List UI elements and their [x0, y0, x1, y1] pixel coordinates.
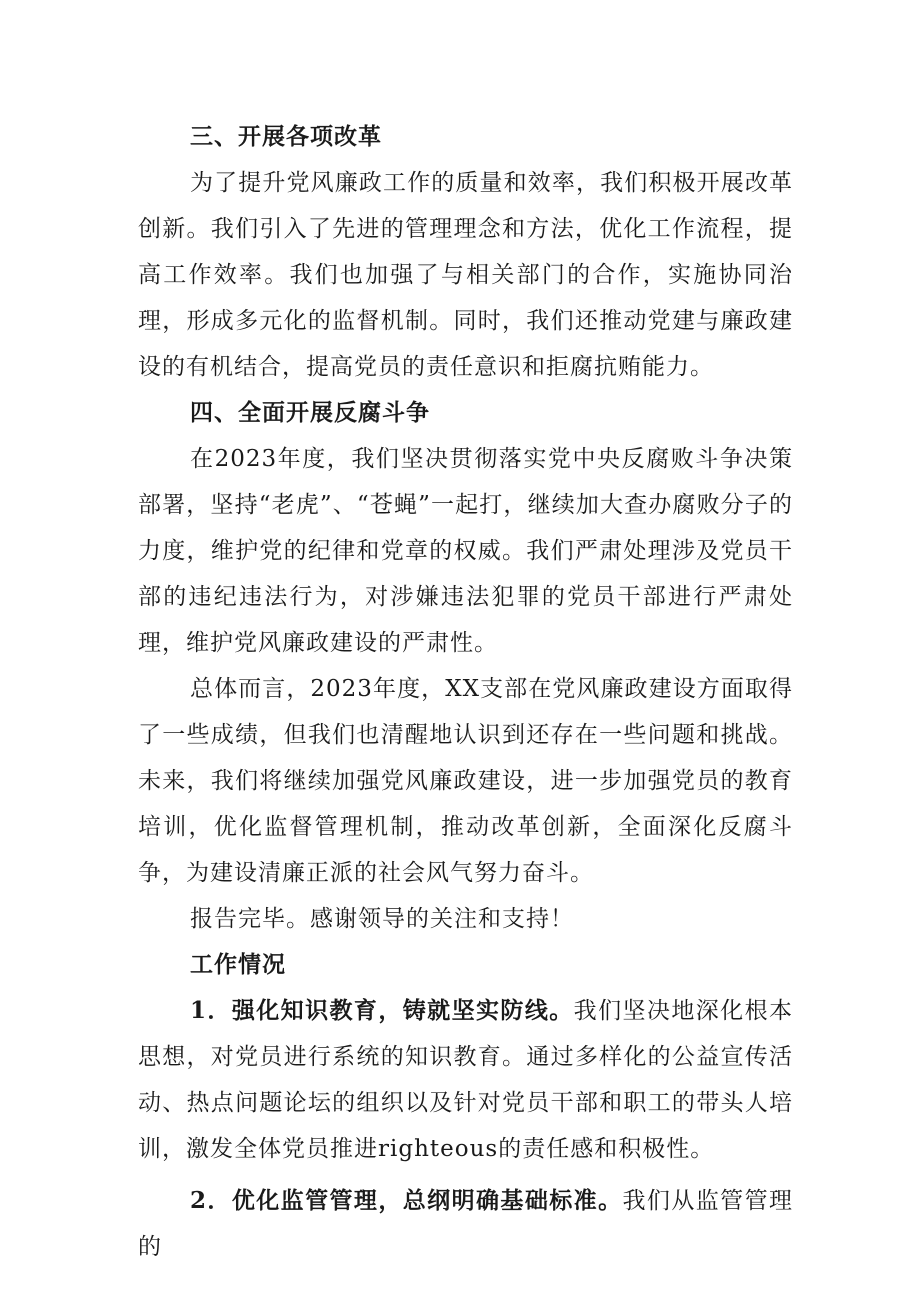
work-item-text: 我们从监管管理的 [138, 1188, 793, 1260]
work-item-text: 我们坚决地深化根本思想，对党员进行系统的知识教育。通过多样化的公益宣传活动、热点问题论坛的组织以及针对党员干部和职工的带头人培训，激发全体党员推进righteous的责任感和积极性。 [138, 998, 793, 1162]
paragraph-closing: 报告完毕。感谢领导的关注和支持！ [190, 906, 574, 932]
paragraph-anticorruption: 在2023年度，我们坚决贯彻落实党中央反腐败斗争决策部署，坚持“老虎”、“苍蝇”一起打，继续加大查办腐败分子的力度，维护党的纪律和党章的权威。我们严肃处理涉及党员干部的违纪违法行为，对涉嫌违法犯罪的党员干部进行严肃处理，维护党风廉政建设的严肃性。 [138, 446, 793, 656]
paragraph-summary: 总体而言，2023年度，XX支部在党风廉政建设方面取得了一些成绩，但我们也清醒地认识到还存在一些问题和挑战。未来，我们将继续加强党风廉政建设，进一步加强党员的教育培训，优化监督管理机制，推动改革创新，全面深化反腐斗争，为建设清廉正派的社会风气努力奋斗。 [138, 676, 793, 886]
document-body [138, 114, 793, 1270]
section-heading-work-status: 工作情况 [190, 951, 286, 978]
section-heading-reform: 三、开展各项改革 [190, 123, 382, 150]
paragraph-reform: 为了提升党风廉政工作的质量和效率，我们积极开展改革创新。我们引入了先进的管理理念和方法，优化工作流程，提高工作效率。我们也加强了与相关部门的合作，实施协同治理，形成多元化的监督机制。同时，我们还推动党建与廉政建设的有机结合，提高党员的责任意识和拒腐抗贿能力。 [138, 170, 793, 380]
work-item [138, 988, 793, 1172]
work-item [138, 1178, 793, 1270]
work-item-lead: 1．强化知识教育，铸就坚实防线。 [190, 997, 574, 1024]
section-heading-anticorruption: 四、全面开展反腐斗争 [190, 399, 430, 426]
work-item-lead: 2．优化监管管理，总纲明确基础标准。 [190, 1187, 623, 1214]
